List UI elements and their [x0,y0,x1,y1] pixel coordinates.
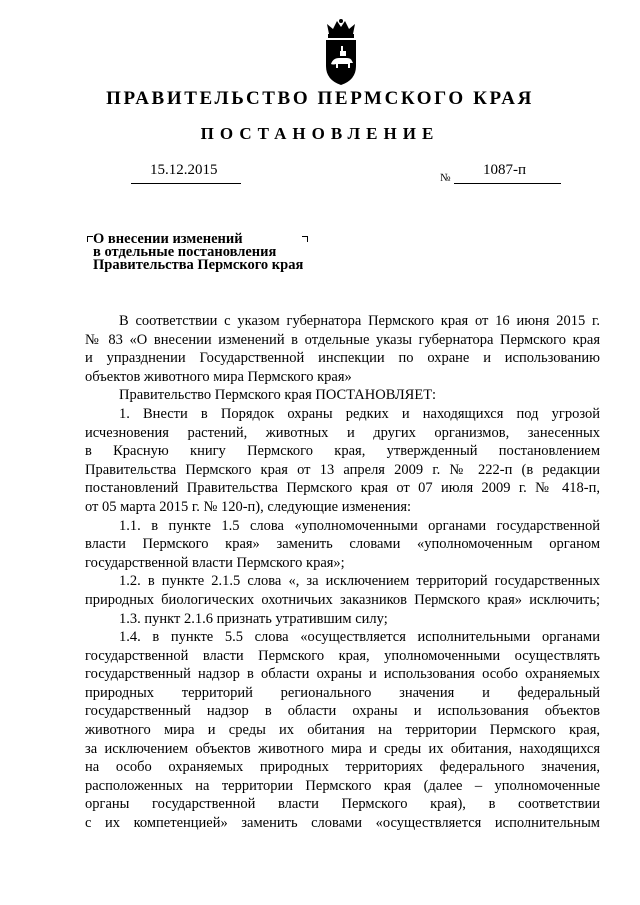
document-number: 1087-п [483,162,527,178]
date-underline [131,183,241,184]
body-line: Правительство Пермского края ПОСТАНОВЛЯЕТ: [119,387,437,404]
subject-line: в отдельные постановления [93,244,277,260]
body-line: органы государственной власти Пермского края), в соответствии [85,796,600,813]
number-sign: № [440,172,451,184]
body-line: В соответствии с указом губернатора Пермского края от 16 июня 2015 г. [119,313,600,329]
body-line: 1.2. в пункте 2.1.5 слова «, за исключением территорий государственных [119,573,600,590]
body-line: Правительства Пермского края от 13 апреля 2009 г. № 222-п (в редакции [85,461,600,478]
body-line: природных территорий регионального значения и федеральный [85,684,600,701]
body-line: в Красную книгу Пермского края, утвержденный постановлением [85,443,600,460]
number-underline [454,183,561,184]
document-date: 15.12.2015 [150,162,218,178]
body-line: постановлений Правительства Пермского края от 07 июля 2009 г. № 418-п, [85,480,600,497]
body-line: государственной власти Пермского края, уполномоченными осуществлять [85,647,600,664]
body-line: природных биологических охотничьих заказников Пермского края» исключить; [85,591,600,608]
body-line: государственный надзор в области охраны и использования особо охраняемых [85,666,600,683]
body-line: 1.4. в пункте 5.5 слова «осуществляется исполнительными органами [119,629,600,646]
body-line: власти Пермского края» заменить словами «уполномоченным органом [85,536,600,553]
body-line: на особо охраняемых природных территориях федерального значения, [85,759,600,776]
body-line: 1. Внести в Порядок охраны редких и находящихся под угрозой [119,405,600,422]
body-line: исчезновения растений, животных и других организмов, занесенных [85,424,600,441]
body-line: объектов животного мира Пермского края» [85,368,352,385]
body-line: государственной власти Пермского края»; [85,554,345,571]
body-line: и упразднении Государственной инспекции по охране и использованию [85,350,600,367]
body-line: государственный надзор в области охраны и использования объектов [85,703,600,720]
body-line: животного мира и среды их обитания на территории Пермского края, [85,722,600,739]
subject-line: Правительства Пермского края [93,257,304,273]
document-body [85,312,600,833]
subject-block [93,233,303,272]
body-line: расположенных на территории Пермского края (далее – уполномоченные [85,777,600,794]
body-line: № 83 «О внесении изменений в отдельные указы губернатора Пермского края [85,331,600,348]
coat-of-arms-emblem [321,18,361,88]
body-line: от 05 марта 2015 г. № 120-п), следующие изменения: [85,498,412,515]
body-line: 1.1. в пункте 1.5 слова «уполномоченными органами государственной [119,517,600,534]
body-line: за исключением объектов животного мира и среды их обитания, находящихся [85,740,600,757]
document-type-title: ПОСТАНОВЛЕНИЕ [200,124,440,143]
organization-title: ПРАВИТЕЛЬСТВО ПЕРМСКОГО КРАЯ [106,88,534,109]
subject-line: О внесении изменений [93,231,243,247]
body-line: с их компетенцией» заменить словами «осуществляется исполнительным [85,815,600,832]
body-line: 1.3. пункт 2.1.6 признать утратившим силу; [119,610,388,627]
